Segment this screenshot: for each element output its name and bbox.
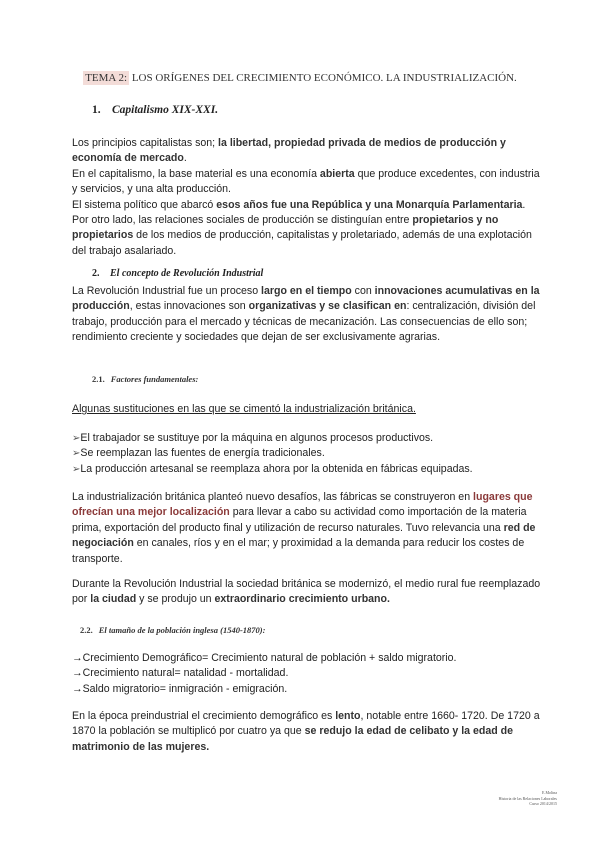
page-footer bbox=[470, 790, 557, 807]
footer-author: E.Molina bbox=[542, 790, 557, 795]
section2-2-heading: 2.2. El tamaño de la población inglesa (1540-1870): bbox=[80, 625, 266, 635]
section2-1-heading: 2.1. Factores fundamentales: bbox=[92, 374, 199, 384]
formula-item: →Crecimiento Demográfico= Crecimiento natural de población + saldo migratorio. bbox=[72, 652, 457, 664]
list-item: ➢La producción artesanal se reemplaza ahora por la obtenida en fábricas equipadas. bbox=[72, 462, 473, 475]
formula-item: →Saldo migratorio= inmigración - emigración. bbox=[72, 682, 288, 695]
title-text: LOS ORÍGENES DEL CRECIMIENTO ECONÓMICO. LA INDUSTRIALIZACIÓN. bbox=[129, 72, 517, 84]
section2-heading: 2. El concepto de Revolución Industrial bbox=[92, 268, 264, 279]
tema-label: TEMA 2: bbox=[85, 72, 128, 84]
footer-year: Curso 2014/2015 bbox=[529, 801, 557, 806]
substitutions-subtitle: Algunas sustituciones en las que se cimentó la industrialización británica. bbox=[72, 403, 416, 415]
demography-paragraph: En la época preindustrial el crecimiento demográfico es lento, notable entre 1660- 1720. De 1720 a 1870 la población se multiplicó por cuatro ya que se redujo la edad de celibato y la edad de matrimonio de las mujeres. bbox=[72, 710, 540, 753]
list-item: ➢Se reemplazan las fuentes de energía tradicionales. bbox=[72, 447, 325, 460]
footer-course-name: Historia de las Relaciones Laborales bbox=[498, 795, 557, 801]
industrialization-paragraph: La industrialización británica planteó nuevo desafíos, las fábricas se construyeron en lugares que ofrecían una mejor localización para llevar a cabo su actividad como importación de la materia prima, exportación del producto final y utilización de recurso naturales. Tuvo relevancia una red de negociación en canales, ríos y en el mar; y proximidad a la demanda para reducir los costes de transporte. bbox=[72, 491, 536, 565]
urban-growth-paragraph: Durante la Revolución Industrial la sociedad británica se modernizó, el medio rural fue reemplazado por la ciudad y se produjo un extraordinario crecimiento urbano. bbox=[72, 578, 541, 606]
list-item: ➢El trabajador se sustituye por la máquina en algunos procesos productivos. bbox=[72, 432, 434, 444]
section1-heading: 1. Capitalismo XIX-XXI. bbox=[92, 104, 219, 116]
section1-paragraph: Los principios capitalistas son; la libertad, propiedad privada de medios de producción y economía de mercado. En el capitalismo, la base material es una economía abierta que produce excedentes, con industria y servicios, y una alta producción. El sistema político que abarcó esos años fue una República y una Monarquía Parlamentaria. Por otro lado, las relaciones sociales de producción se distinguían entre propietarios y no propietarios de los medios de producción, capitalistas y proletariado, además de una explotación del trabajo asalariado. bbox=[72, 137, 540, 257]
page-title bbox=[0, 72, 600, 84]
formulas-list bbox=[72, 651, 542, 697]
section2-paragraph: La Revolución Industrial fue un proceso largo en el tiempo con innovaciones acumulativas en la producción, estas innovaciones son organizativas y se clasifican en: centralización, división del trabajo, producción para el mercado y técnicas de mecanización. Las consecuencias de ello son; rendimiento creciente y sociedades que dejan de ser exclusivamente agrarias. bbox=[72, 285, 540, 344]
substitutions-list bbox=[72, 431, 542, 477]
formula-item: →Crecimiento natural= natalidad - mortalidad. bbox=[72, 667, 289, 680]
